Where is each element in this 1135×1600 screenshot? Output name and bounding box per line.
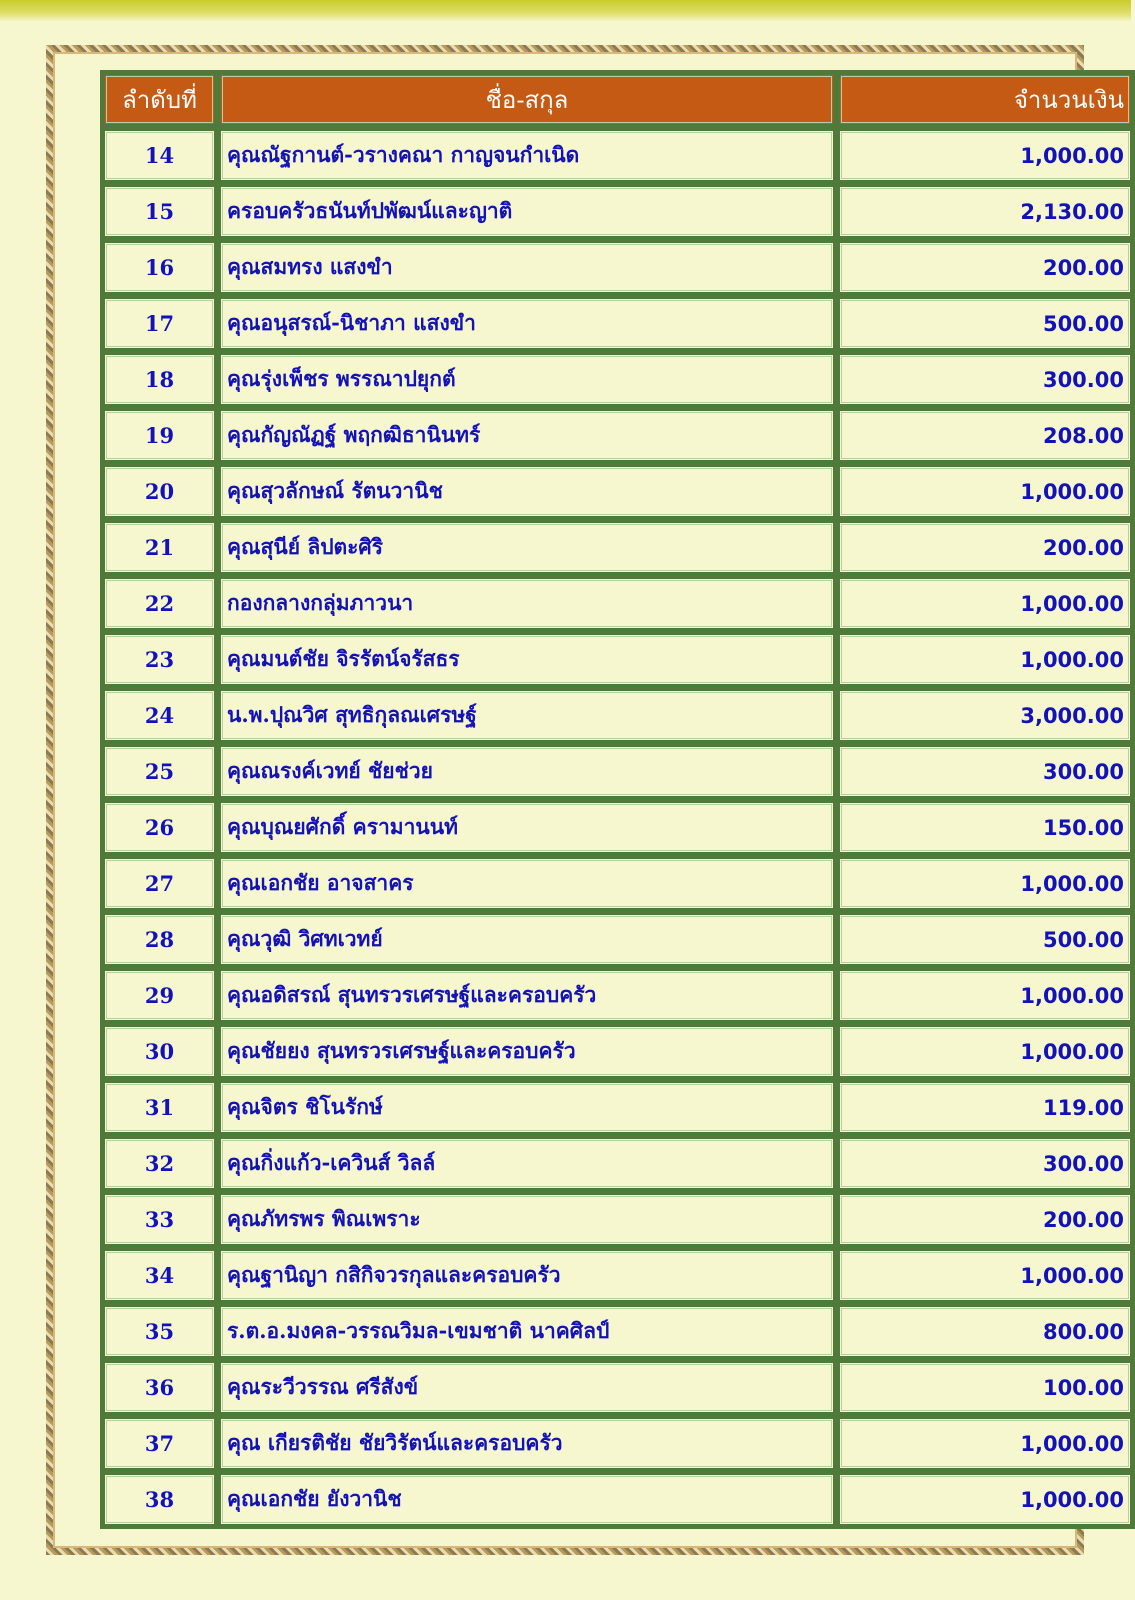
row-amount: 1,000.00 — [838, 1473, 1132, 1526]
row-name: คุณอนุสรณ์-นิชาภา แสงขำ — [219, 297, 835, 350]
row-name: คุณเอกชัย อาจสาคร — [219, 857, 835, 910]
row-name: คุณอดิสรณ์ สุนทรวรเศรษฐ์และครอบครัว — [219, 969, 835, 1022]
row-amount: 500.00 — [838, 913, 1132, 966]
row-name: คุณสุวลักษณ์ รัตนวานิช — [219, 465, 835, 518]
row-name: กองกลางกลุ่มภาวนา — [219, 577, 835, 630]
row-amount: 119.00 — [838, 1081, 1132, 1134]
row-name: คุณจิตร ชิโนรักษ์ — [219, 1081, 835, 1134]
table-row — [103, 185, 1132, 238]
table-row — [103, 857, 1132, 910]
row-name: น.พ.ปุณวิศ สุทธิกุลณเศรษฐ์ — [219, 689, 835, 742]
decorative-page-frame — [46, 45, 1124, 1555]
donor-table — [100, 70, 1135, 1529]
table-row — [103, 1249, 1132, 1302]
table-row — [103, 521, 1132, 574]
row-name: คุณชัยยง สุนทรวรเศรษฐ์และครอบครัว — [219, 1025, 835, 1078]
table-row — [103, 745, 1132, 798]
header-amount: จำนวนเงิน — [838, 73, 1132, 126]
row-amount: 3,000.00 — [838, 689, 1132, 742]
row-number: 18 — [103, 353, 216, 406]
row-number: 22 — [103, 577, 216, 630]
table-row — [103, 577, 1132, 630]
row-number: 16 — [103, 241, 216, 294]
row-name: คุณวุฒิ วิศทเวทย์ — [219, 913, 835, 966]
table-row — [103, 1025, 1132, 1078]
row-amount: 1,000.00 — [838, 1025, 1132, 1078]
row-number: 30 — [103, 1025, 216, 1078]
row-amount: 150.00 — [838, 801, 1132, 854]
row-amount: 200.00 — [838, 241, 1132, 294]
row-name: คุณบุณยศักดิ์ ครามานนท์ — [219, 801, 835, 854]
row-amount: 1,000.00 — [838, 633, 1132, 686]
row-number: 23 — [103, 633, 216, 686]
table-body — [103, 129, 1132, 1526]
row-name: คุณกิ่งแก้ว-เควินส์ วิลล์ — [219, 1137, 835, 1190]
row-amount: 1,000.00 — [838, 857, 1132, 910]
row-name: คุณฐานิญา กสิกิจวรกุลและครอบครัว — [219, 1249, 835, 1302]
row-amount: 300.00 — [838, 1137, 1132, 1190]
table-row — [103, 1193, 1132, 1246]
table-row — [103, 633, 1132, 686]
row-number: 34 — [103, 1249, 216, 1302]
header-no: ลำดับที่ — [103, 73, 216, 126]
row-number: 31 — [103, 1081, 216, 1134]
row-number: 29 — [103, 969, 216, 1022]
row-number: 19 — [103, 409, 216, 462]
row-number: 36 — [103, 1361, 216, 1414]
row-number: 32 — [103, 1137, 216, 1190]
row-number: 14 — [103, 129, 216, 182]
table-row — [103, 1361, 1132, 1414]
row-name: คุณระวีวรรณ ศรีสังข์ — [219, 1361, 835, 1414]
table-row — [103, 297, 1132, 350]
header-name: ชื่อ-สกุล — [219, 73, 835, 126]
row-number: 15 — [103, 185, 216, 238]
row-number: 38 — [103, 1473, 216, 1526]
row-number: 25 — [103, 745, 216, 798]
row-name: คุณณัฐกานต์-วรางคณา กาญจนกำเนิด — [219, 129, 835, 182]
row-amount: 100.00 — [838, 1361, 1132, 1414]
row-name: คุณ เกียรติชัย ชัยวิรัตน์และครอบครัว — [219, 1417, 835, 1470]
table-row — [103, 465, 1132, 518]
row-number: 37 — [103, 1417, 216, 1470]
table-row — [103, 1473, 1132, 1526]
row-number: 21 — [103, 521, 216, 574]
table-row — [103, 1137, 1132, 1190]
row-number: 26 — [103, 801, 216, 854]
row-amount: 1,000.00 — [838, 969, 1132, 1022]
row-number: 35 — [103, 1305, 216, 1358]
table-row — [103, 801, 1132, 854]
row-number: 17 — [103, 297, 216, 350]
table-header-row — [103, 73, 1132, 126]
row-name: คุณสมทรง แสงขำ — [219, 241, 835, 294]
row-name: คุณภัทรพร พิณเพราะ — [219, 1193, 835, 1246]
table-row — [103, 969, 1132, 1022]
row-name: คุณสุนีย์ ลิปตะศิริ — [219, 521, 835, 574]
row-amount: 1,000.00 — [838, 1249, 1132, 1302]
table-row — [103, 409, 1132, 462]
row-amount: 1,000.00 — [838, 1417, 1132, 1470]
row-amount: 2,130.00 — [838, 185, 1132, 238]
row-number: 28 — [103, 913, 216, 966]
row-amount: 208.00 — [838, 409, 1132, 462]
row-name: ครอบครัวธนันท์ปพัฒน์และญาติ — [219, 185, 835, 238]
row-amount: 300.00 — [838, 353, 1132, 406]
row-number: 20 — [103, 465, 216, 518]
table-row — [103, 241, 1132, 294]
row-amount: 1,000.00 — [838, 129, 1132, 182]
row-amount: 500.00 — [838, 297, 1132, 350]
row-name: คุณมนต์ชัย จิรรัตน์จรัสธร — [219, 633, 835, 686]
row-amount: 300.00 — [838, 745, 1132, 798]
row-amount: 200.00 — [838, 521, 1132, 574]
row-name: คุณณรงค์เวทย์ ชัยช่วย — [219, 745, 835, 798]
row-name: คุณกัญณัฏฐ์ พฤกฒิธานินทร์ — [219, 409, 835, 462]
row-name: คุณรุ่งเพ็ชร พรรณาปยุกต์ — [219, 353, 835, 406]
row-name: คุณเอกชัย ยังวานิช — [219, 1473, 835, 1526]
table-row — [103, 1417, 1132, 1470]
table-row — [103, 1305, 1132, 1358]
table-row — [103, 913, 1132, 966]
row-amount: 1,000.00 — [838, 577, 1132, 630]
top-gradient-band — [0, 0, 1131, 22]
row-amount: 200.00 — [838, 1193, 1132, 1246]
row-number: 33 — [103, 1193, 216, 1246]
row-amount: 1,000.00 — [838, 465, 1132, 518]
table-row — [103, 129, 1132, 182]
table-row — [103, 353, 1132, 406]
row-number: 24 — [103, 689, 216, 742]
row-name: ร.ต.อ.มงคล-วรรณวิมล-เขมชาติ นาคศิลป์ — [219, 1305, 835, 1358]
table-row — [103, 689, 1132, 742]
row-number: 27 — [103, 857, 216, 910]
table-row — [103, 1081, 1132, 1134]
row-amount: 800.00 — [838, 1305, 1132, 1358]
